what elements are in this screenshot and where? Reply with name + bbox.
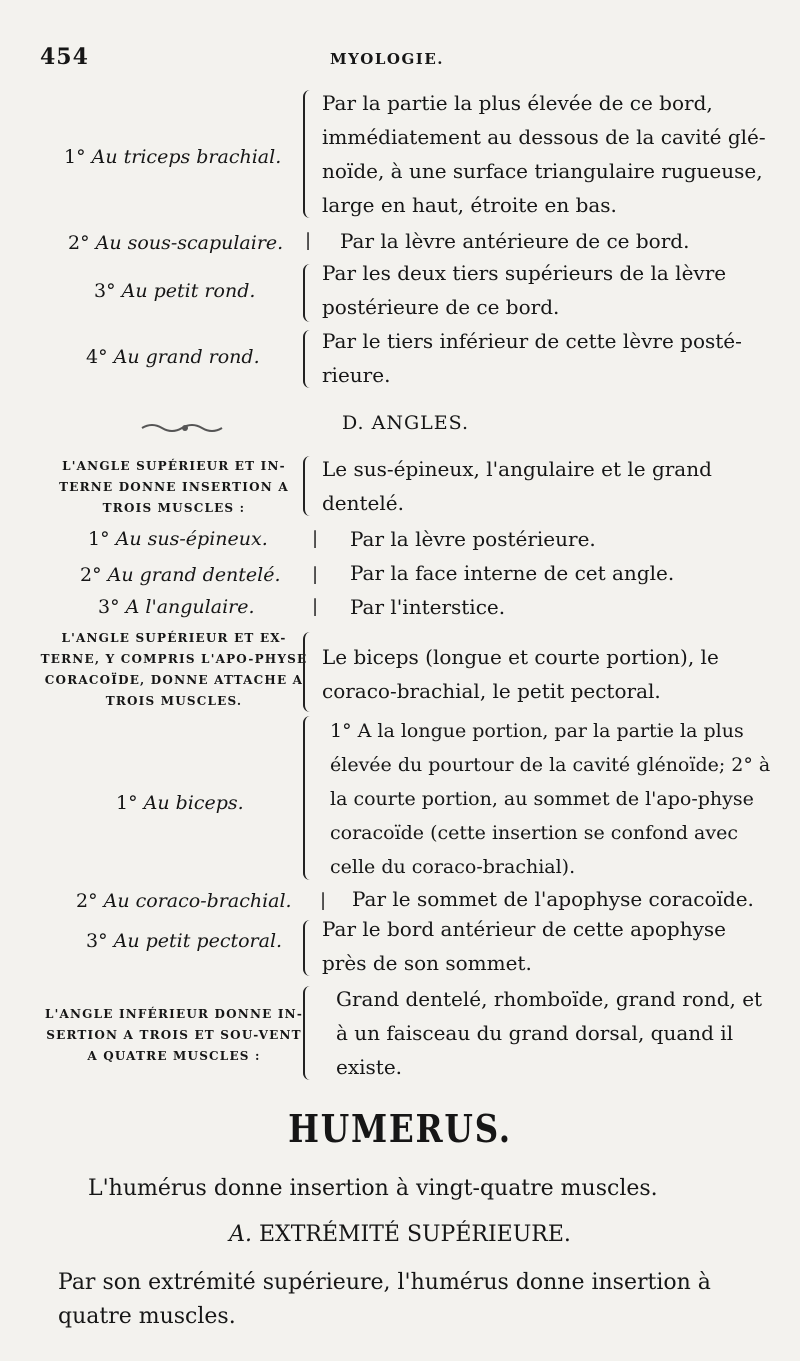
brace: [303, 264, 312, 322]
angle-summary: Le biceps (longue et courte portion), le coraco-brachial, le petit pectoral.: [322, 645, 719, 703]
divider-bar: |: [312, 596, 319, 617]
body-paragraph: Par son extrémité supérieure, l'humérus donne insertion à quatre muscles.: [58, 1270, 711, 1329]
divider-bar: |: [320, 890, 327, 911]
brace: [303, 920, 312, 976]
muscle-label: 3° A l'angulaire.: [98, 596, 255, 618]
muscle-label: 1° Au sus-épineux.: [88, 528, 268, 550]
insertion-text: Par le tiers inférieur de cette lèvre posté-rieure.: [322, 329, 742, 387]
insertion-text: Par les deux tiers supérieurs de la lèvre postérieure de ce bord.: [322, 261, 727, 319]
insertion-text: Par le bord antérieur de cette apophyse près de son sommet.: [322, 917, 726, 975]
muscle-label: 1° Au triceps brachial.: [64, 146, 282, 168]
muscle-label: 2° Au coraco-brachial.: [76, 890, 292, 912]
insertion-text: 1° A la longue portion, par la partie la plus élevée du pourtour de la cavité glénoïde; 2° à la courte portion, au sommet de l'apo-physe coracoïde (cette insertion se confond avec celle du coraco-brachial).: [330, 720, 771, 878]
page-number: 454: [40, 44, 89, 70]
brace: [303, 986, 312, 1080]
divider-bar: |: [312, 564, 319, 585]
angle-summary: Le sus-épineux, l'angulaire et le grand dentelé.: [322, 457, 712, 515]
muscle-label: 4° Au grand rond.: [86, 346, 260, 368]
brace: [303, 90, 312, 218]
muscle-label: 1° Au biceps.: [116, 792, 244, 814]
muscle-label: 2° Au grand dentelé.: [80, 564, 281, 586]
insertion-text: Par le sommet de l'apophyse coracoïde.: [352, 887, 754, 911]
muscle-label: 3° Au petit pectoral.: [86, 930, 283, 952]
brace: [303, 716, 312, 880]
angle-description: L'ANGLE SUPÉRIEUR ET EX-TERNE, Y COMPRIS L'APO-PHYSE CORACOÏDE, DONNE ATTACHE A TROIS MUSCLES.: [40, 631, 308, 708]
brace: [303, 456, 312, 516]
angle-description: L'ANGLE INFÉRIEUR DONNE IN-SERTION A TROIS ET SOU-VENT A QUATRE MUSCLES :: [44, 1007, 304, 1063]
chapter-title: HUMERUS.: [288, 1106, 512, 1151]
intro-paragraph: L'humérus donne insertion à vingt-quatre muscles.: [88, 1176, 658, 1201]
divider-bar: |: [305, 230, 312, 251]
section-heading: D. ANGLES.: [342, 412, 470, 434]
divider-bar: |: [312, 528, 319, 549]
muscle-label: 3° Au petit rond.: [94, 280, 256, 302]
insertion-text: Par l'interstice.: [350, 595, 506, 619]
insertion-text: Par la partie la plus élevée de ce bord, immédiatement au dessous de la cavité glé-noïde, à une surface triangulaire rugueuse, large en haut, étroite en bas.: [322, 91, 766, 217]
running-title: MYOLOGIE.: [330, 50, 444, 68]
insertion-text: Par la lèvre postérieure.: [350, 527, 596, 551]
insertion-text: Par la face interne de cet angle.: [350, 561, 675, 585]
angle-summary: Grand dentelé, rhomboïde, grand rond, et à un faisceau du grand dorsal, quand il existe.: [336, 987, 763, 1079]
insertion-text: Par la lèvre antérieure de ce bord.: [340, 229, 690, 253]
brace: [303, 632, 312, 712]
brace: [303, 330, 312, 388]
angle-description: L'ANGLE SUPÉRIEUR ET IN-TERNE DONNE INSERTION A TROIS MUSCLES :: [59, 459, 289, 515]
decorative-ornament-icon: [140, 420, 230, 436]
muscle-label: 2° Au sous-scapulaire.: [68, 232, 284, 254]
subsection-heading: A. EXTRÉMITÉ SUPÉRIEURE.: [229, 1222, 571, 1247]
